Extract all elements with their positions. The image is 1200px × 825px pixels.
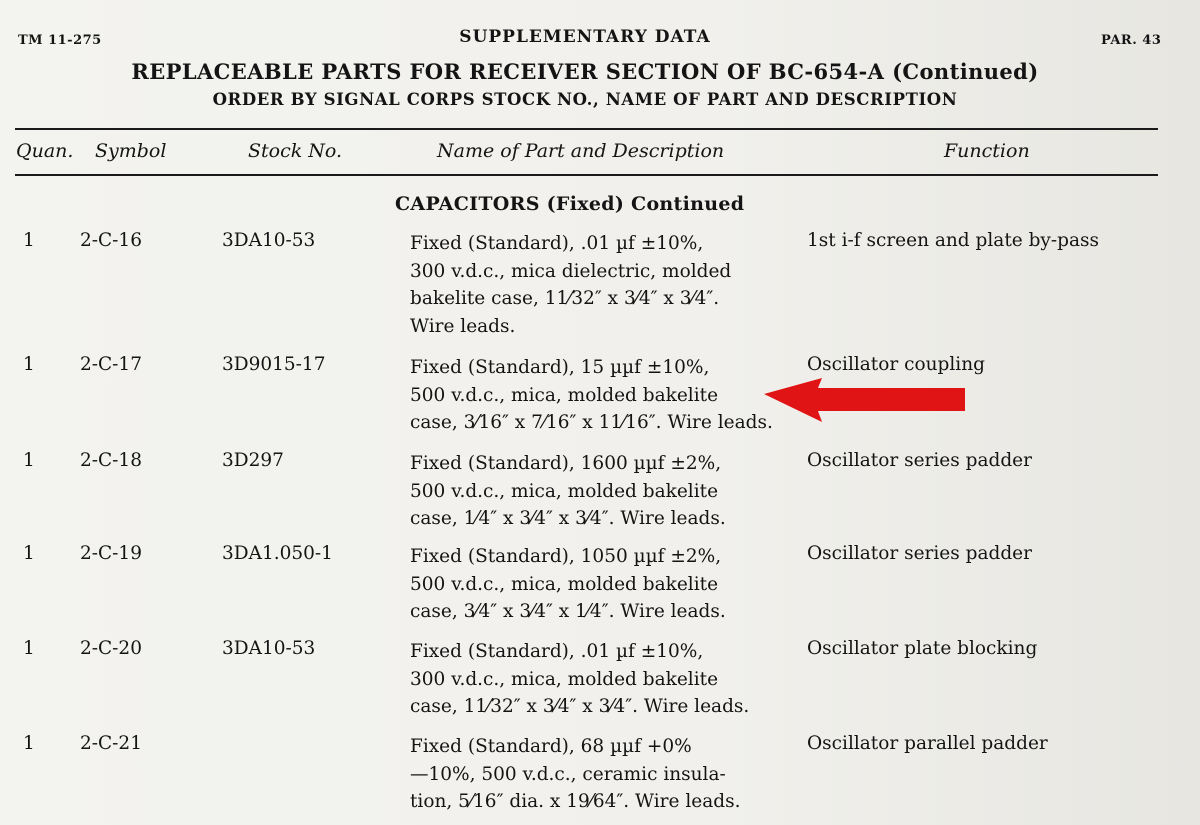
function-cell: Oscillator series padder <box>807 450 1032 471</box>
symbol-cell: 2-C-16 <box>80 230 142 251</box>
description-line: —10%, 500 v.d.c., ceramic insula- <box>410 763 726 785</box>
description-cell <box>410 230 731 340</box>
stock-number-cell: 3DA10-53 <box>222 638 316 659</box>
quantity-cell: 1 <box>23 543 35 564</box>
header-rule-top <box>15 128 1158 130</box>
table-subtitle: ORDER BY SIGNAL CORPS STOCK NO., NAME OF PART AND DESCRIPTION <box>212 90 958 109</box>
description-line: Wire leads. <box>410 315 516 337</box>
description-line: 500 v.d.c., mica, molded bakelite <box>410 480 719 502</box>
description-line: 500 v.d.c., mica, molded bakelite <box>410 573 719 595</box>
column-header-quan: Quan. <box>16 140 74 162</box>
function-cell: Oscillator parallel padder <box>807 733 1048 754</box>
description-line: Fixed (Standard), .01 µf ±10%, <box>410 233 704 254</box>
header-rule-bottom <box>15 174 1158 176</box>
quantity-cell: 1 <box>23 733 35 754</box>
description-cell <box>410 450 726 533</box>
stock-number-cell: 3D297 <box>222 450 284 471</box>
description-line: Fixed (Standard), 68 µµf +0% <box>410 736 692 757</box>
description-line: Fixed (Standard), 1050 µµf ±2%, <box>410 546 722 567</box>
manual-number: TM 11-275 <box>18 33 102 48</box>
description-line: case, 3⁄16″ x 7⁄16″ x 11⁄16″. Wire leads. <box>410 412 773 433</box>
description-line: 300 v.d.c., mica, molded bakelite <box>410 668 719 690</box>
stock-number-cell: 3DA1.050-1 <box>222 543 333 564</box>
description-line: tion, 5⁄16″ dia. x 19⁄64″. Wire leads. <box>410 791 741 812</box>
description-line: case, 11⁄32″ x 3⁄4″ x 3⁄4″. Wire leads. <box>410 696 750 717</box>
quantity-cell: 1 <box>23 354 35 375</box>
stock-number-cell: 3D9015-17 <box>222 354 326 375</box>
section-title: CAPACITORS (Fixed) Continued <box>395 193 745 215</box>
quantity-cell: 1 <box>23 638 35 659</box>
running-header: SUPPLEMENTARY DATA <box>459 27 711 47</box>
function-cell: Oscillator plate blocking <box>807 638 1038 659</box>
column-header-function: Function <box>944 140 1030 162</box>
description-line: case, 1⁄4″ x 3⁄4″ x 3⁄4″. Wire leads. <box>410 508 726 529</box>
description-line: Fixed (Standard), 1600 µµf ±2%, <box>410 453 722 474</box>
function-cell: Oscillator series padder <box>807 543 1032 564</box>
paragraph-number: PAR. 43 <box>1101 33 1162 48</box>
description-line: Fixed (Standard), .01 µf ±10%, <box>410 641 704 662</box>
stock-number-cell: 3DA10-53 <box>222 230 316 251</box>
symbol-cell: 2-C-20 <box>80 638 142 659</box>
description-cell <box>410 354 773 437</box>
quantity-cell: 1 <box>23 230 35 251</box>
description-line: bakelite case, 11⁄32″ x 3⁄4″ x 3⁄4″. <box>410 288 720 309</box>
description-line: 500 v.d.c., mica, molded bakelite <box>410 384 719 406</box>
description-cell <box>410 638 749 721</box>
description-line: Fixed (Standard), 15 µµf ±10%, <box>410 357 710 378</box>
symbol-cell: 2-C-19 <box>80 543 142 564</box>
function-cell: 1st i-f screen and plate by-pass <box>807 230 1099 251</box>
symbol-cell: 2-C-21 <box>80 733 142 754</box>
column-header-symbol: Symbol <box>95 140 167 162</box>
symbol-cell: 2-C-17 <box>80 354 142 375</box>
table-title: REPLACEABLE PARTS FOR RECEIVER SECTION OF BC-654-A (Continued) <box>131 59 1039 84</box>
function-cell: Oscillator coupling <box>807 354 985 375</box>
symbol-cell: 2-C-18 <box>80 450 142 471</box>
red-arrow-icon <box>760 378 970 428</box>
arrow-shape <box>764 378 965 422</box>
column-header-stock: Stock No. <box>248 140 343 162</box>
column-header-description: Name of Part and Description <box>437 140 725 162</box>
description-line: case, 3⁄4″ x 3⁄4″ x 1⁄4″. Wire leads. <box>410 601 726 622</box>
description-cell <box>410 543 726 626</box>
quantity-cell: 1 <box>23 450 35 471</box>
description-cell <box>410 733 740 816</box>
description-line: 300 v.d.c., mica dielectric, molded <box>410 260 732 282</box>
